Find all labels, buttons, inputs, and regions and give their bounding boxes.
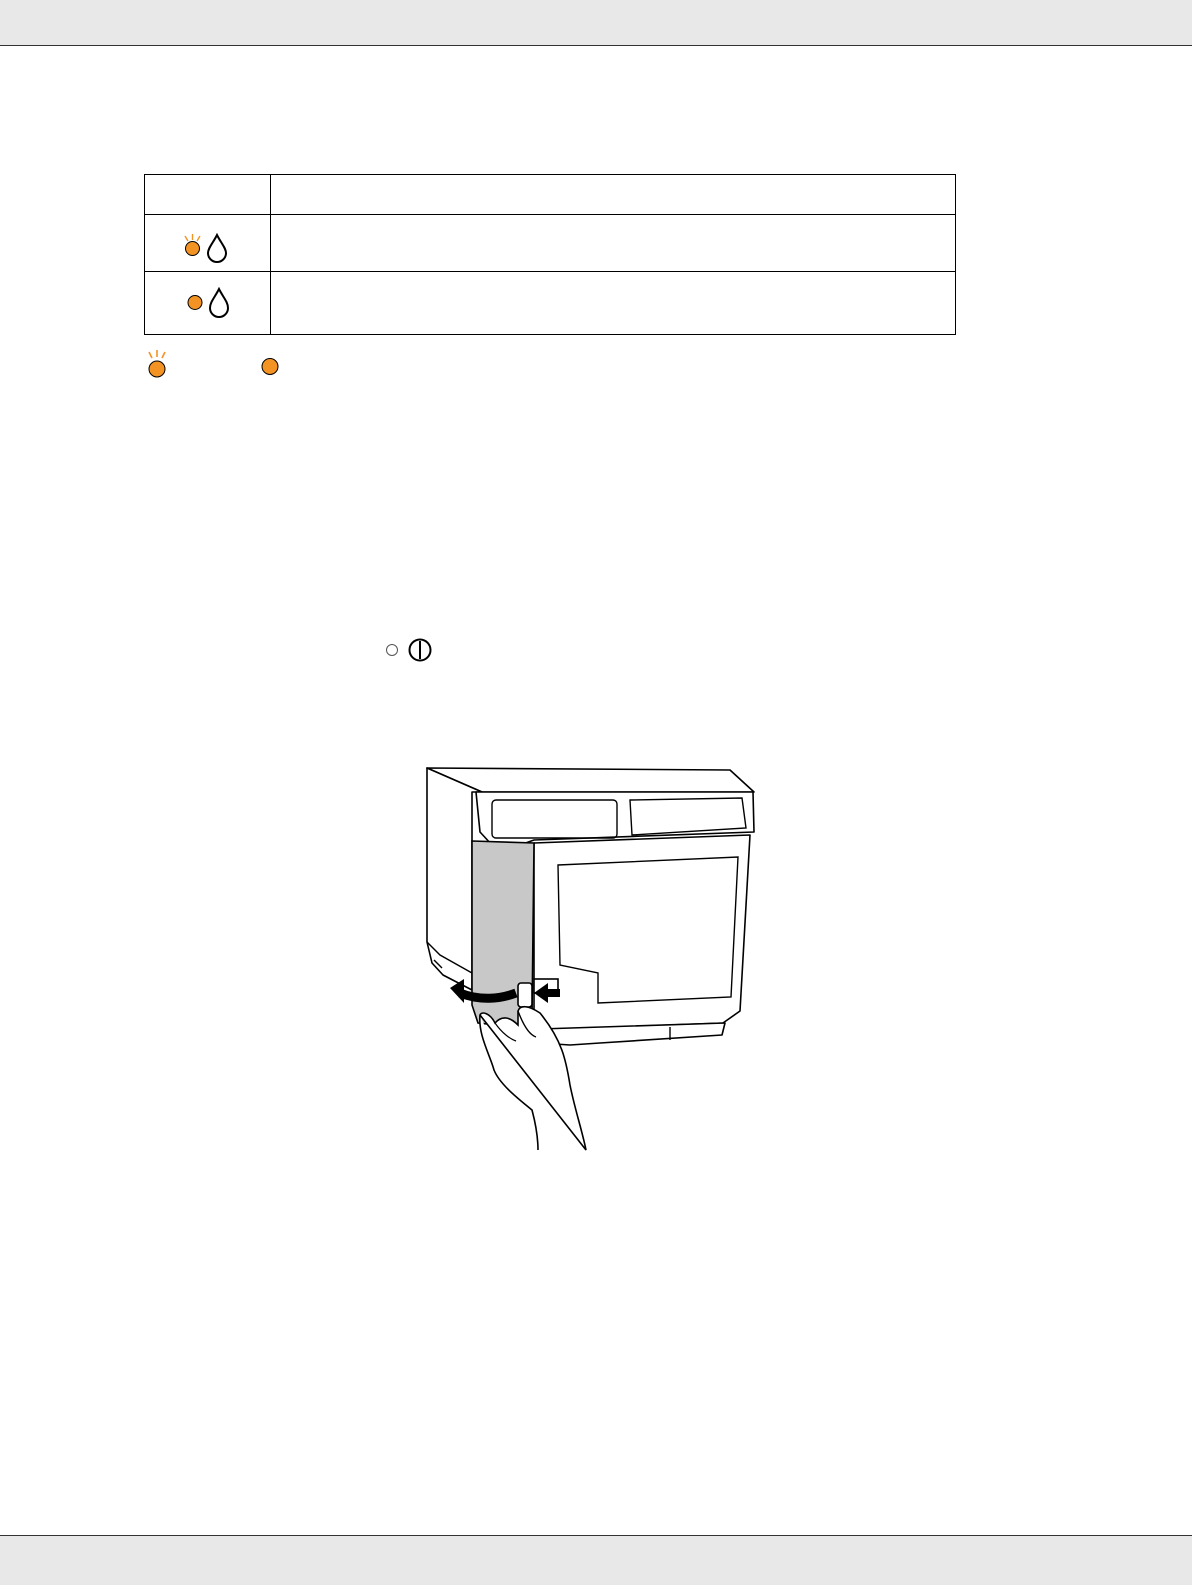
table-row [145, 215, 956, 272]
table-row [145, 272, 956, 335]
page-header-band [0, 0, 1192, 46]
table-cell-light [145, 215, 271, 272]
ink-drop-icon [210, 289, 228, 317]
on-light-legend-icon [258, 355, 282, 379]
solid-orange-light-icon [145, 272, 270, 334]
table-header-description [271, 175, 956, 215]
power-icons [384, 638, 436, 664]
table-cell-description [271, 272, 956, 335]
power-light-off-icon [387, 645, 398, 656]
printer-side-cover-open-illustration [420, 765, 770, 1155]
table-cell-light [145, 272, 271, 335]
flashing-light-legend-icon [144, 348, 174, 382]
flashing-orange-light-icon [145, 215, 270, 271]
table-cell-description [271, 215, 956, 272]
ink-drop-icon [208, 235, 226, 262]
table-header-row [145, 175, 956, 215]
power-button-icon [410, 640, 431, 661]
page-footer-band [0, 1535, 1192, 1585]
table-header-light [145, 175, 271, 215]
status-table [144, 174, 956, 335]
